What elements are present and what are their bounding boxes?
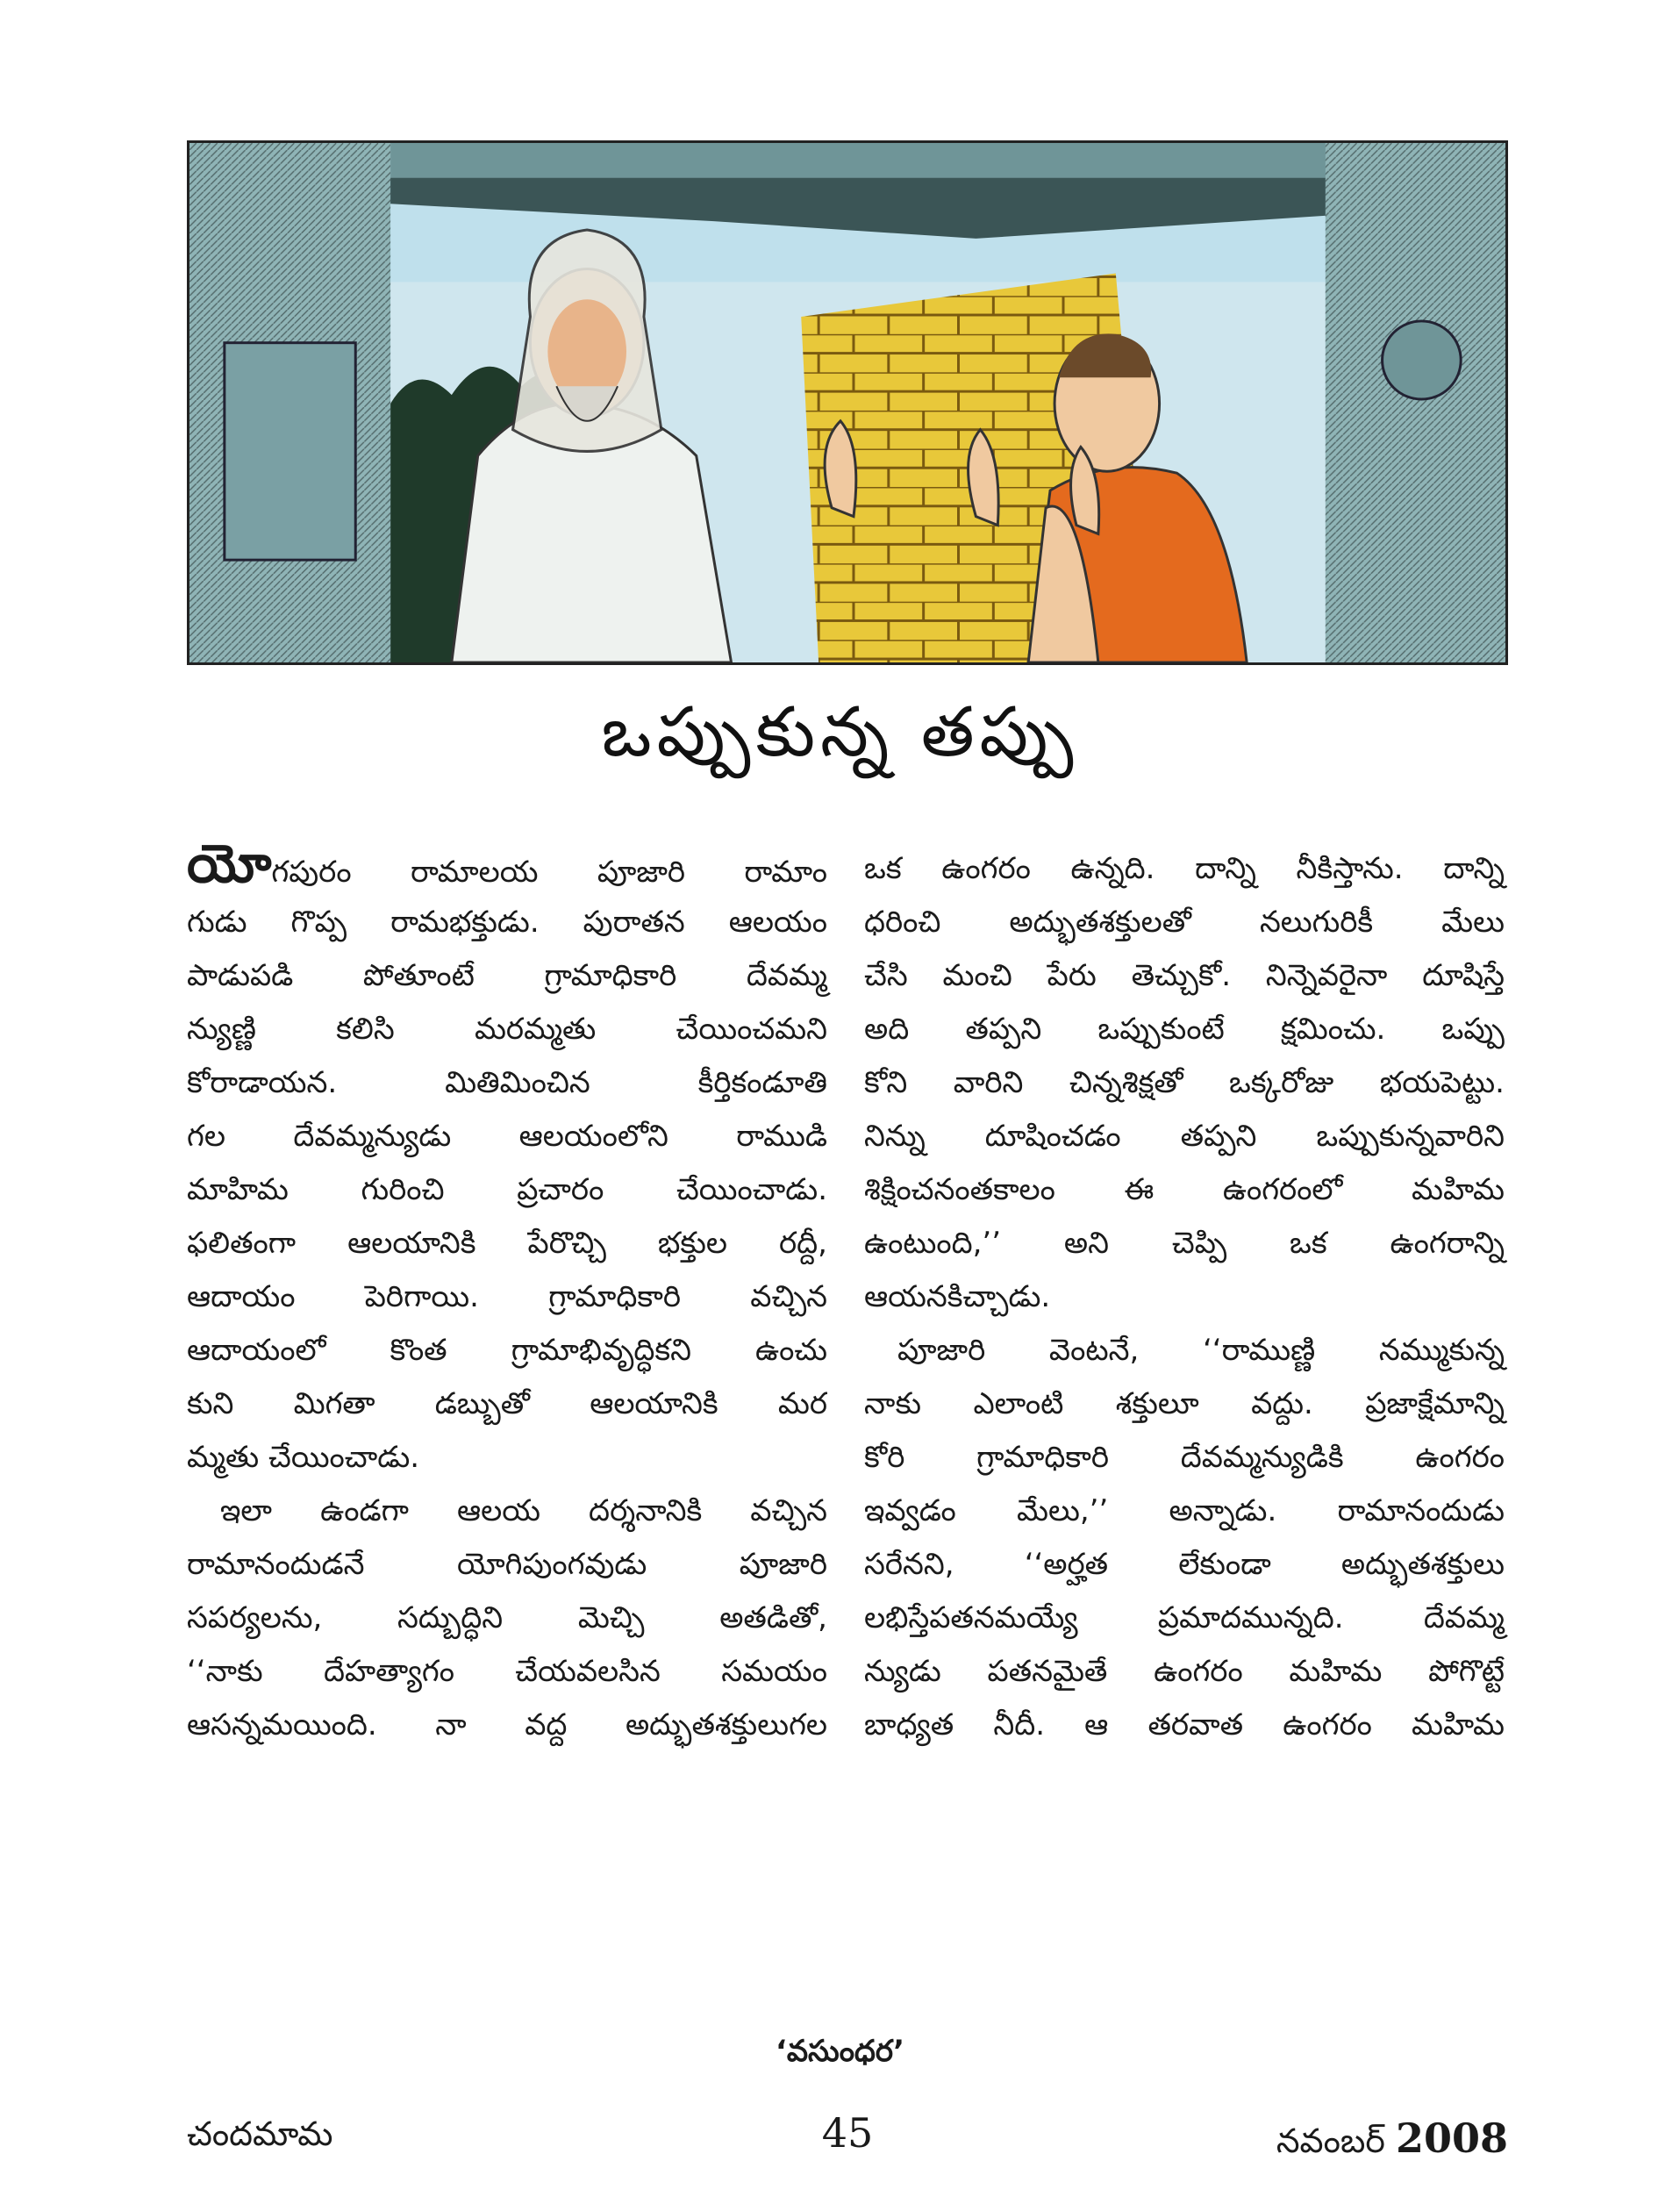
text-line: ఇవ్వడం మేలు,’’ అన్నాడు. రామానందుడు [864, 1493, 1505, 1528]
magazine-name: చందమామ [187, 2114, 333, 2153]
text-line: మాహిమ గురించి ప్రచారం చేయించాడు. [187, 1172, 827, 1207]
text-line: ధరించి అద్భుతశక్తులతో నలుగురికీ మేలు [864, 905, 1505, 940]
text-line: ఇలా ఉండగా ఆలయ దర్శనానికి వచ్చిన [220, 1493, 827, 1528]
text-line: కోరాడాయన. మితిమించిన కీర్తికండూతి [187, 1065, 827, 1100]
text-column-left [187, 834, 827, 1752]
text-line: ఒక ఉంగరం ఉన్నది. దాన్ని నీకిస్తాను. దాన్ని [864, 851, 1505, 886]
text-line: కోని వారిని చిన్నశిక్షతో ఒక్కరోజు భయపెట్టు. [864, 1065, 1505, 1100]
text-line: ఆయనకిచ్చాడు. [864, 1279, 1051, 1314]
issue-month: నవంబర్ [1276, 2122, 1385, 2160]
text-line: గుడు గొప్ప రామభక్తుడు. పురాతన ఆలయం [187, 905, 827, 940]
text-line: నాకు ఎలాంటి శక్తులూ వద్దు. ప్రజాక్షేమాన్ని [864, 1386, 1505, 1421]
text-line: కుని మిగతా డబ్బుతో ఆలయానికి మర [187, 1386, 827, 1421]
text-line: ఆసన్నమయింది. నా వద్ద అద్భుతశక్తులుగల [187, 1707, 827, 1742]
text-line: సరేనని, ‘‘అర్హత లేకుండా అద్భుతశక్తులు [864, 1547, 1505, 1582]
text-line: న్యుణ్ణి కలిసి మరమ్మతు చేయించమని [187, 1012, 827, 1047]
issue-date [1276, 2114, 1508, 2169]
text-line: పూజారి వెంటనే, ‘‘రాముణ్ణి నమ్ముకున్న [897, 1333, 1505, 1368]
page-number: 45 [821, 2109, 874, 2157]
text-line: చేసి మంచి పేరు తెచ్చుకో. నిన్నెవరైనా దూషిస్తే [864, 958, 1505, 993]
text-line: అది తప్పని ఒప్పుకుంటే క్షమించు. ఒప్పు [864, 1012, 1505, 1047]
text-line: ఉంటుంది,’’ అని చెప్పి ఒక ఉంగరాన్ని [864, 1226, 1505, 1261]
text-line: సపర్యలను, సద్బుద్ధిని మెచ్చి అతడితో, [187, 1600, 827, 1635]
story-title: ఒప్పుకున్న తప్పు [601, 693, 1079, 772]
text-line: శిక్షించనంతకాలం ఈ ఉంగరంలో మహిమ [864, 1172, 1505, 1207]
page-footer [187, 2109, 1508, 2167]
illustration-art [189, 143, 1505, 662]
text-line: పాడుపడి పోతూంటే గ్రామాధికారి దేవమ్మ [187, 958, 827, 993]
text-line: యోగపురం రామాలయ పూజారి రామాం [187, 834, 827, 895]
text-line: లభిస్తేపతనమయ్యే ప్రమాదమున్నది. దేవమ్మ [864, 1600, 1505, 1635]
text-line: ఆదాయం పెరిగాయి. గ్రామాధికారి వచ్చిన [187, 1279, 827, 1314]
text-line: ఫలితంగా ఆలయానికి పేరొచ్చి భక్తుల రద్దీ, [187, 1226, 827, 1261]
text-column-right [864, 842, 1505, 1752]
text-line: రామానందుడనే యోగిపుంగవుడు పూజారి [187, 1547, 827, 1582]
text-line: ‘‘నాకు దేహత్యాగం చేయవలసిన సమయం [187, 1654, 827, 1689]
text-line: నిన్ను దూషించడం తప్పని ఒప్పుకున్నవారిని [864, 1119, 1505, 1154]
story-illustration [187, 140, 1508, 665]
text-line: బాధ్యత నీదీ. ఆ తరవాత ఉంగరం మహిమ [864, 1707, 1505, 1742]
issue-year: 2008 [1395, 2114, 1508, 2162]
text-line: ఆదాయంలో కొంత గ్రామాభివృద్ధికని ఉంచు [187, 1333, 827, 1368]
text-line: న్యుడు పతనమైతే ఉంగరం మహిమ పోగొట్టే [864, 1654, 1505, 1689]
drop-cap: యో [187, 834, 272, 895]
text-line: కోరి గ్రామాధికారి దేవమ్మన్యుడికి ఉంగరం [864, 1440, 1505, 1475]
text-line: గల దేవమ్మన్యుడు ఆలయంలోని రాముడి [187, 1119, 827, 1154]
author-byline: ‘వసుంధర’ [775, 2034, 905, 2069]
text-line: మ్మతు చేయించాడు. [187, 1440, 420, 1475]
